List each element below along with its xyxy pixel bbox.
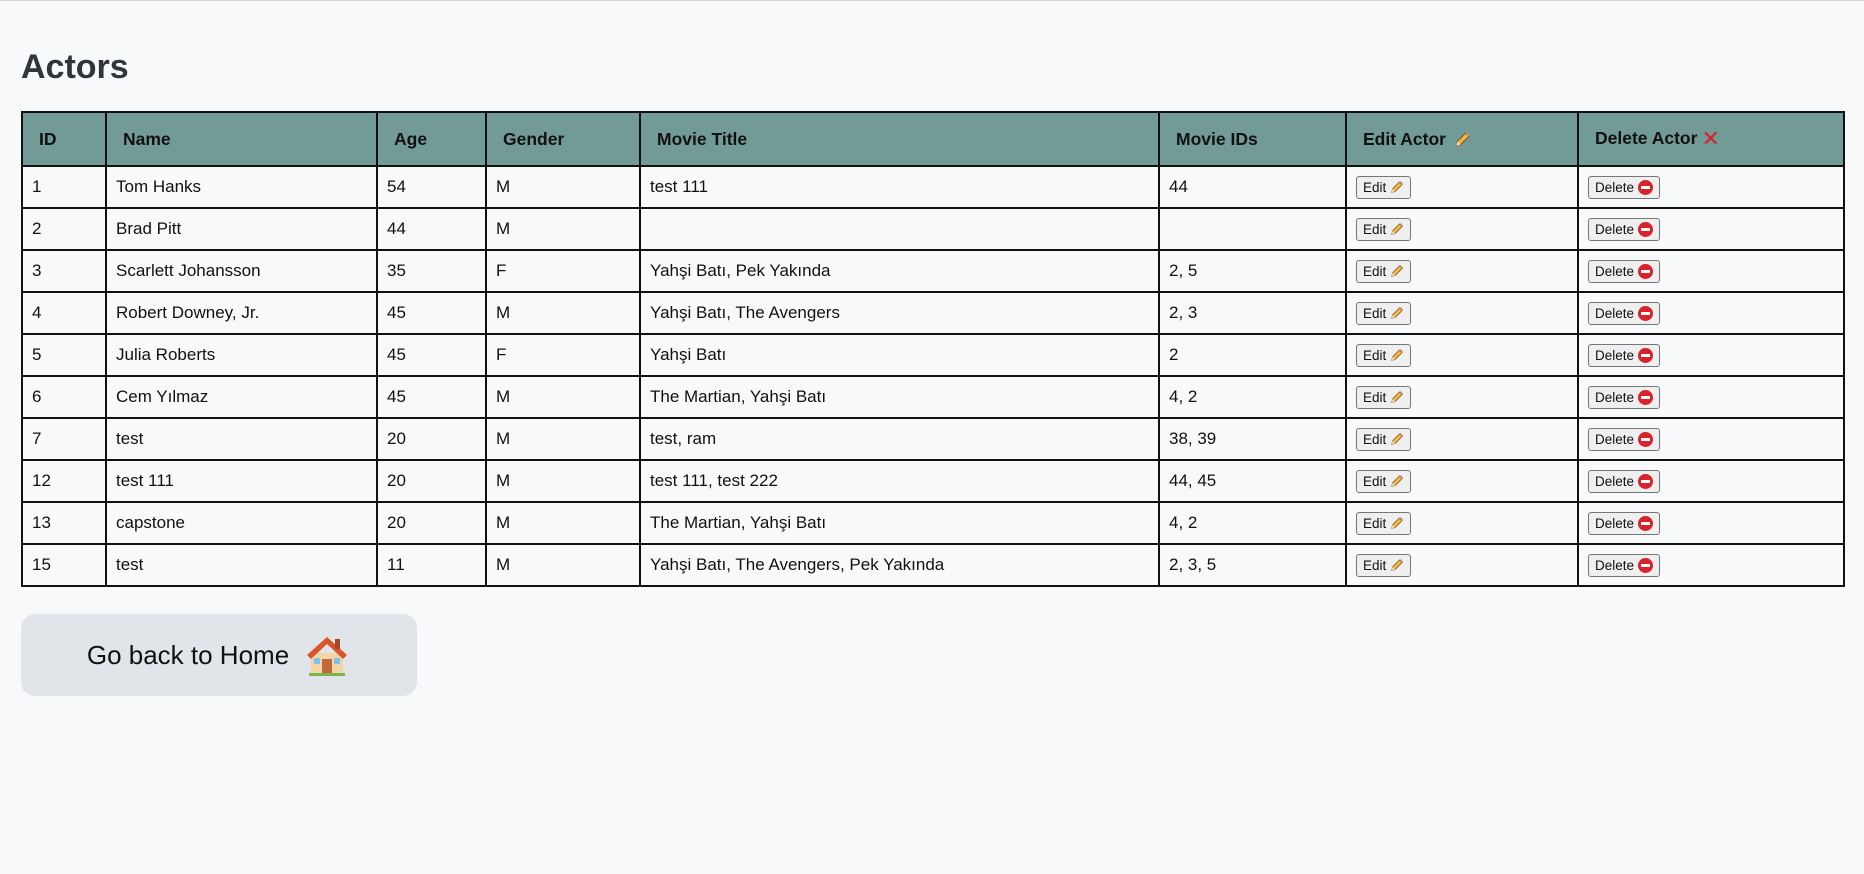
cell-gender: M (486, 292, 640, 334)
delete-button-label: Delete (1595, 221, 1635, 237)
table-row (22, 460, 1844, 502)
header-delete-label: Delete Actor (1595, 128, 1698, 148)
cell-age: 45 (377, 334, 486, 376)
cell-gender: F (486, 250, 640, 292)
edit-actor-button[interactable] (1356, 428, 1411, 451)
no-entry-icon (1638, 516, 1653, 531)
table-row (22, 250, 1844, 292)
header-edit-actor (1346, 112, 1578, 166)
header-age: Age (377, 112, 486, 166)
edit-button-label: Edit (1363, 263, 1387, 279)
cell-name: Cem Yılmaz (106, 376, 377, 418)
house-icon (303, 631, 351, 679)
header-edit-label: Edit Actor (1363, 128, 1446, 149)
cell-delete (1578, 166, 1844, 208)
cell-edit (1346, 460, 1578, 502)
cell-delete (1578, 418, 1844, 460)
no-entry-icon (1638, 558, 1653, 573)
cell-edit (1346, 208, 1578, 250)
cell-delete (1578, 334, 1844, 376)
cell-name: test 111 (106, 460, 377, 502)
cell-gender: M (486, 544, 640, 586)
edit-actor-button[interactable] (1356, 512, 1411, 535)
cell-name: Brad Pitt (106, 208, 377, 250)
cell-gender: M (486, 376, 640, 418)
pencil-icon (1390, 264, 1404, 278)
delete-button-label: Delete (1595, 515, 1635, 531)
edit-actor-button[interactable] (1356, 470, 1411, 493)
cell-movie-title: The Martian, Yahşi Batı (640, 376, 1159, 418)
cell-edit (1346, 334, 1578, 376)
cell-movie-title: Yahşi Batı, The Avengers, Pek Yakında (640, 544, 1159, 586)
delete-actor-button[interactable] (1588, 260, 1660, 283)
header-id: ID (22, 112, 106, 166)
cell-movie-ids (1159, 208, 1346, 250)
cell-age: 54 (377, 166, 486, 208)
cell-name: Julia Roberts (106, 334, 377, 376)
pencil-icon (1390, 390, 1404, 404)
table-header-row (22, 112, 1844, 166)
table-row (22, 334, 1844, 376)
edit-actor-button[interactable] (1356, 176, 1411, 199)
cell-age: 20 (377, 460, 486, 502)
edit-button-label: Edit (1363, 389, 1387, 405)
cell-delete (1578, 460, 1844, 502)
cell-movie-ids: 38, 39 (1159, 418, 1346, 460)
cell-edit (1346, 418, 1578, 460)
no-entry-icon (1638, 180, 1653, 195)
edit-actor-button[interactable] (1356, 344, 1411, 367)
no-entry-icon (1638, 222, 1653, 237)
cell-delete (1578, 502, 1844, 544)
pencil-icon (1390, 474, 1404, 488)
delete-actor-button[interactable] (1588, 218, 1660, 241)
cell-delete (1578, 208, 1844, 250)
pencil-icon (1454, 131, 1471, 148)
cell-age: 20 (377, 502, 486, 544)
cell-movie-title: test 111, test 222 (640, 460, 1159, 502)
cell-movie-ids: 4, 2 (1159, 502, 1346, 544)
cell-delete (1578, 292, 1844, 334)
cell-age: 35 (377, 250, 486, 292)
table-row (22, 208, 1844, 250)
no-entry-icon (1638, 474, 1653, 489)
cell-movie-title: test 111 (640, 166, 1159, 208)
cell-name: test (106, 418, 377, 460)
cell-movie-ids: 44 (1159, 166, 1346, 208)
cell-edit (1346, 250, 1578, 292)
table-row (22, 292, 1844, 334)
cell-id: 1 (22, 166, 106, 208)
cell-id: 15 (22, 544, 106, 586)
edit-button-label: Edit (1363, 305, 1387, 321)
cell-name: test (106, 544, 377, 586)
cell-movie-ids: 4, 2 (1159, 376, 1346, 418)
edit-button-label: Edit (1363, 473, 1387, 489)
cell-edit (1346, 502, 1578, 544)
cell-movie-ids: 2 (1159, 334, 1346, 376)
cell-movie-title: Yahşi Batı (640, 334, 1159, 376)
cell-edit (1346, 166, 1578, 208)
header-movie-title: Movie Title (640, 112, 1159, 166)
table-row (22, 502, 1844, 544)
cell-gender: M (486, 460, 640, 502)
pencil-icon (1390, 180, 1404, 194)
delete-button-label: Delete (1595, 347, 1635, 363)
cell-age: 44 (377, 208, 486, 250)
delete-button-label: Delete (1595, 179, 1635, 195)
table-row (22, 418, 1844, 460)
cell-age: 45 (377, 292, 486, 334)
no-entry-icon (1638, 432, 1653, 447)
cell-edit (1346, 292, 1578, 334)
pencil-icon (1390, 432, 1404, 446)
table-row (22, 544, 1844, 586)
pencil-icon (1390, 222, 1404, 236)
delete-actor-button[interactable] (1588, 512, 1660, 535)
cell-delete (1578, 376, 1844, 418)
cell-gender: F (486, 334, 640, 376)
cell-id: 5 (22, 334, 106, 376)
header-name: Name (106, 112, 377, 166)
table-row (22, 376, 1844, 418)
delete-actor-button[interactable] (1588, 470, 1660, 493)
cell-movie-ids: 2, 3 (1159, 292, 1346, 334)
home-button-label: Go back to Home (86, 639, 290, 670)
cell-gender: M (486, 418, 640, 460)
pencil-icon (1390, 306, 1404, 320)
cell-gender: M (486, 166, 640, 208)
cell-movie-ids: 2, 5 (1159, 250, 1346, 292)
page (0, 1, 1864, 696)
delete-button-label: Delete (1595, 305, 1635, 321)
pencil-icon (1390, 348, 1404, 362)
edit-actor-button[interactable] (1356, 302, 1411, 325)
edit-actor-button[interactable] (1356, 260, 1411, 283)
delete-actor-button[interactable] (1588, 428, 1660, 451)
delete-button-label: Delete (1595, 389, 1635, 405)
cell-movie-title: Yahşi Batı, Pek Yakında (640, 250, 1159, 292)
pencil-icon (1390, 516, 1404, 530)
cell-age: 45 (377, 376, 486, 418)
edit-button-label: Edit (1363, 347, 1387, 363)
cell-age: 11 (377, 544, 486, 586)
no-entry-icon (1638, 390, 1653, 405)
no-entry-icon (1638, 306, 1653, 321)
edit-button-label: Edit (1363, 179, 1387, 195)
edit-button-label: Edit (1363, 515, 1387, 531)
cell-gender: M (486, 208, 640, 250)
cell-id: 13 (22, 502, 106, 544)
cell-id: 4 (22, 292, 106, 334)
edit-button-label: Edit (1363, 431, 1387, 447)
cell-name: Scarlett Johansson (106, 250, 377, 292)
delete-actor-button[interactable] (1588, 344, 1660, 367)
cross-mark-icon: ✕ (1701, 126, 1720, 151)
edit-actor-button[interactable] (1356, 218, 1411, 241)
cell-movie-title (640, 208, 1159, 250)
delete-actor-button[interactable] (1588, 302, 1660, 325)
actors-table (21, 111, 1845, 587)
delete-button-label: Delete (1595, 263, 1635, 279)
header-gender: Gender (486, 112, 640, 166)
cell-id: 3 (22, 250, 106, 292)
cell-edit (1346, 544, 1578, 586)
cell-id: 2 (22, 208, 106, 250)
cell-id: 12 (22, 460, 106, 502)
cell-name: Tom Hanks (106, 166, 377, 208)
delete-button-label: Delete (1595, 557, 1635, 573)
cell-age: 20 (377, 418, 486, 460)
cell-movie-ids: 44, 45 (1159, 460, 1346, 502)
cell-edit (1346, 376, 1578, 418)
no-entry-icon (1638, 348, 1653, 363)
go-back-home-button[interactable] (21, 614, 417, 696)
delete-button-label: Delete (1595, 473, 1635, 489)
edit-actor-button[interactable] (1356, 554, 1411, 577)
delete-actor-button[interactable] (1588, 386, 1660, 409)
cell-name: Robert Downey, Jr. (106, 292, 377, 334)
edit-button-label: Edit (1363, 221, 1387, 237)
cell-movie-ids: 2, 3, 5 (1159, 544, 1346, 586)
edit-button-label: Edit (1363, 557, 1387, 573)
delete-actor-button[interactable] (1588, 176, 1660, 199)
cell-gender: M (486, 502, 640, 544)
delete-actor-button[interactable] (1588, 554, 1660, 577)
header-movie-ids: Movie IDs (1159, 112, 1346, 166)
table-row (22, 166, 1844, 208)
header-delete-actor (1578, 112, 1844, 166)
pencil-icon (1390, 558, 1404, 572)
cell-id: 7 (22, 418, 106, 460)
cell-delete (1578, 250, 1844, 292)
cell-name: capstone (106, 502, 377, 544)
no-entry-icon (1638, 264, 1653, 279)
edit-actor-button[interactable] (1356, 386, 1411, 409)
page-title: Actors (21, 48, 129, 86)
cell-movie-title: Yahşi Batı, The Avengers (640, 292, 1159, 334)
cell-movie-title: test, ram (640, 418, 1159, 460)
cell-delete (1578, 544, 1844, 586)
cell-id: 6 (22, 376, 106, 418)
delete-button-label: Delete (1595, 431, 1635, 447)
cell-movie-title: The Martian, Yahşi Batı (640, 502, 1159, 544)
